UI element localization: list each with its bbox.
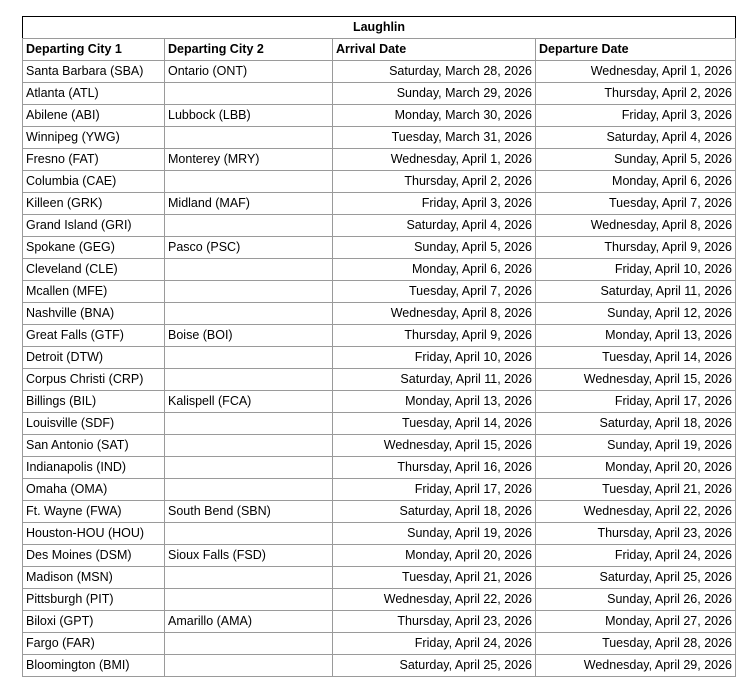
table-row — [23, 61, 736, 83]
cell-departing-city-2[interactable] — [165, 655, 333, 677]
cell-departing-city-1[interactable]: Santa Barbara (SBA) — [23, 61, 165, 83]
cell-departure-date[interactable]: Wednesday, April 1, 2026 — [536, 61, 736, 83]
cell-departing-city-2[interactable] — [165, 347, 333, 369]
table-row — [23, 655, 736, 677]
cell-departing-city-2[interactable]: Midland (MAF) — [165, 193, 333, 215]
cell-departing-city-2[interactable]: Amarillo (AMA) — [165, 611, 333, 633]
cell-departure-date[interactable]: Saturday, April 11, 2026 — [536, 281, 736, 303]
cell-arrival-date[interactable]: Thursday, April 2, 2026 — [333, 171, 536, 193]
cell-departing-city-1[interactable]: Houston-HOU (HOU) — [23, 523, 165, 545]
cell-departing-city-2[interactable] — [165, 413, 333, 435]
table-row — [23, 567, 736, 589]
cell-departing-city-1[interactable]: Omaha (OMA) — [23, 479, 165, 501]
cell-departure-date[interactable]: Saturday, April 18, 2026 — [536, 413, 736, 435]
header-arrival-date[interactable]: Arrival Date — [333, 39, 536, 61]
cell-departing-city-1[interactable]: Madison (MSN) — [23, 567, 165, 589]
table-row — [23, 545, 736, 567]
cell-departing-city-2[interactable]: Pasco (PSC) — [165, 237, 333, 259]
cell-departing-city-1[interactable]: Bloomington (BMI) — [23, 655, 165, 677]
cell-arrival-date[interactable]: Sunday, April 19, 2026 — [333, 523, 536, 545]
cell-arrival-date[interactable]: Thursday, April 16, 2026 — [333, 457, 536, 479]
cell-departing-city-1[interactable]: San Antonio (SAT) — [23, 435, 165, 457]
cell-arrival-date[interactable]: Wednesday, April 15, 2026 — [333, 435, 536, 457]
cell-departing-city-1[interactable]: Mcallen (MFE) — [23, 281, 165, 303]
cell-departing-city-2[interactable] — [165, 523, 333, 545]
cell-departure-date[interactable]: Wednesday, April 15, 2026 — [536, 369, 736, 391]
cell-departure-date[interactable]: Friday, April 24, 2026 — [536, 545, 736, 567]
cell-departing-city-1[interactable]: Fargo (FAR) — [23, 633, 165, 655]
table-row — [23, 237, 736, 259]
cell-departing-city-1[interactable]: Great Falls (GTF) — [23, 325, 165, 347]
table-row — [23, 303, 736, 325]
cell-arrival-date[interactable]: Sunday, April 5, 2026 — [333, 237, 536, 259]
table-row — [23, 479, 736, 501]
cell-departing-city-1[interactable]: Ft. Wayne (FWA) — [23, 501, 165, 523]
cell-arrival-date[interactable]: Monday, April 6, 2026 — [333, 259, 536, 281]
table-row — [23, 83, 736, 105]
cell-arrival-date[interactable]: Saturday, April 4, 2026 — [333, 215, 536, 237]
cell-departure-date[interactable]: Saturday, April 4, 2026 — [536, 127, 736, 149]
table-title[interactable]: Laughlin — [23, 17, 736, 39]
cell-departing-city-2[interactable]: Ontario (ONT) — [165, 61, 333, 83]
cell-departing-city-2[interactable] — [165, 127, 333, 149]
cell-arrival-date[interactable]: Wednesday, April 8, 2026 — [333, 303, 536, 325]
cell-departure-date[interactable]: Monday, April 20, 2026 — [536, 457, 736, 479]
table-row — [23, 611, 736, 633]
table-row — [23, 391, 736, 413]
cell-departing-city-2[interactable]: Sioux Falls (FSD) — [165, 545, 333, 567]
cell-arrival-date[interactable]: Monday, March 30, 2026 — [333, 105, 536, 127]
cell-arrival-date[interactable]: Saturday, April 25, 2026 — [333, 655, 536, 677]
cell-departing-city-1[interactable]: Pittsburgh (PIT) — [23, 589, 165, 611]
cell-departing-city-1[interactable]: Louisville (SDF) — [23, 413, 165, 435]
cell-departure-date[interactable]: Sunday, April 12, 2026 — [536, 303, 736, 325]
cell-arrival-date[interactable]: Saturday, April 18, 2026 — [333, 501, 536, 523]
header-departing-city-2[interactable]: Departing City 2 — [165, 39, 333, 61]
title-row — [23, 17, 736, 39]
header-departing-city-1[interactable]: Departing City 1 — [23, 39, 165, 61]
table-row — [23, 325, 736, 347]
cell-departure-date[interactable]: Thursday, April 23, 2026 — [536, 523, 736, 545]
cell-departing-city-2[interactable] — [165, 479, 333, 501]
cell-departure-date[interactable]: Sunday, April 19, 2026 — [536, 435, 736, 457]
cell-departing-city-1[interactable]: Indianapolis (IND) — [23, 457, 165, 479]
cell-arrival-date[interactable]: Tuesday, April 14, 2026 — [333, 413, 536, 435]
cell-departing-city-2[interactable] — [165, 215, 333, 237]
cell-arrival-date[interactable]: Saturday, April 11, 2026 — [333, 369, 536, 391]
cell-departure-date[interactable]: Friday, April 17, 2026 — [536, 391, 736, 413]
cell-arrival-date[interactable]: Thursday, April 23, 2026 — [333, 611, 536, 633]
table-row — [23, 193, 736, 215]
table-row — [23, 413, 736, 435]
cell-arrival-date[interactable]: Sunday, March 29, 2026 — [333, 83, 536, 105]
cell-departure-date[interactable]: Wednesday, April 29, 2026 — [536, 655, 736, 677]
cell-arrival-date[interactable]: Friday, April 10, 2026 — [333, 347, 536, 369]
cell-departing-city-1[interactable]: Billings (BIL) — [23, 391, 165, 413]
cell-departing-city-2[interactable]: Boise (BOI) — [165, 325, 333, 347]
table-row — [23, 215, 736, 237]
cell-arrival-date[interactable]: Tuesday, April 7, 2026 — [333, 281, 536, 303]
cell-departing-city-2[interactable] — [165, 457, 333, 479]
cell-departing-city-2[interactable] — [165, 303, 333, 325]
cell-departing-city-2[interactable] — [165, 281, 333, 303]
cell-departure-date[interactable]: Friday, April 10, 2026 — [536, 259, 736, 281]
cell-departure-date[interactable]: Sunday, April 5, 2026 — [536, 149, 736, 171]
cell-departure-date[interactable]: Friday, April 3, 2026 — [536, 105, 736, 127]
cell-departing-city-2[interactable] — [165, 435, 333, 457]
cell-departure-date[interactable]: Tuesday, April 14, 2026 — [536, 347, 736, 369]
cell-arrival-date[interactable]: Saturday, March 28, 2026 — [333, 61, 536, 83]
cell-departing-city-2[interactable] — [165, 171, 333, 193]
header-row — [23, 39, 736, 61]
cell-departing-city-2[interactable]: Kalispell (FCA) — [165, 391, 333, 413]
table-row — [23, 127, 736, 149]
schedule-table — [22, 16, 736, 677]
cell-departing-city-2[interactable]: South Bend (SBN) — [165, 501, 333, 523]
table-row — [23, 281, 736, 303]
table-row — [23, 457, 736, 479]
cell-departing-city-1[interactable]: Biloxi (GPT) — [23, 611, 165, 633]
table-row — [23, 149, 736, 171]
cell-departing-city-1[interactable]: Columbia (CAE) — [23, 171, 165, 193]
cell-departure-date[interactable]: Wednesday, April 22, 2026 — [536, 501, 736, 523]
cell-departing-city-1[interactable]: Abilene (ABI) — [23, 105, 165, 127]
cell-departing-city-2[interactable]: Lubbock (LBB) — [165, 105, 333, 127]
cell-arrival-date[interactable]: Tuesday, April 21, 2026 — [333, 567, 536, 589]
cell-arrival-date[interactable]: Tuesday, March 31, 2026 — [333, 127, 536, 149]
cell-arrival-date[interactable]: Friday, April 24, 2026 — [333, 633, 536, 655]
cell-departing-city-1[interactable]: Cleveland (CLE) — [23, 259, 165, 281]
cell-departure-date[interactable]: Thursday, April 9, 2026 — [536, 237, 736, 259]
table-row — [23, 369, 736, 391]
cell-arrival-date[interactable]: Monday, April 20, 2026 — [333, 545, 536, 567]
cell-departing-city-1[interactable]: Detroit (DTW) — [23, 347, 165, 369]
cell-departing-city-2[interactable] — [165, 567, 333, 589]
cell-departing-city-1[interactable]: Killeen (GRK) — [23, 193, 165, 215]
table-row — [23, 523, 736, 545]
table-row — [23, 435, 736, 457]
cell-departure-date[interactable]: Tuesday, April 7, 2026 — [536, 193, 736, 215]
cell-departing-city-1[interactable]: Grand Island (GRI) — [23, 215, 165, 237]
cell-arrival-date[interactable]: Thursday, April 9, 2026 — [333, 325, 536, 347]
cell-departing-city-2[interactable] — [165, 83, 333, 105]
cell-departure-date[interactable]: Wednesday, April 8, 2026 — [536, 215, 736, 237]
cell-departing-city-1[interactable]: Atlanta (ATL) — [23, 83, 165, 105]
spreadsheet — [22, 16, 735, 677]
cell-departing-city-1[interactable]: Des Moines (DSM) — [23, 545, 165, 567]
cell-departure-date[interactable]: Saturday, April 25, 2026 — [536, 567, 736, 589]
table-row — [23, 171, 736, 193]
table-row — [23, 633, 736, 655]
cell-departing-city-1[interactable]: Nashville (BNA) — [23, 303, 165, 325]
cell-departing-city-2[interactable] — [165, 633, 333, 655]
cell-departure-date[interactable]: Sunday, April 26, 2026 — [536, 589, 736, 611]
cell-departure-date[interactable]: Monday, April 6, 2026 — [536, 171, 736, 193]
cell-departing-city-2[interactable]: Monterey (MRY) — [165, 149, 333, 171]
header-departure-date[interactable]: Departure Date — [536, 39, 736, 61]
table-row — [23, 589, 736, 611]
table-row — [23, 347, 736, 369]
cell-departing-city-1[interactable]: Spokane (GEG) — [23, 237, 165, 259]
table-row — [23, 105, 736, 127]
cell-arrival-date[interactable]: Friday, April 3, 2026 — [333, 193, 536, 215]
table-row — [23, 259, 736, 281]
cell-departure-date[interactable]: Thursday, April 2, 2026 — [536, 83, 736, 105]
cell-departing-city-1[interactable]: Winnipeg (YWG) — [23, 127, 165, 149]
cell-departing-city-2[interactable] — [165, 259, 333, 281]
cell-departing-city-2[interactable] — [165, 369, 333, 391]
cell-arrival-date[interactable]: Wednesday, April 1, 2026 — [333, 149, 536, 171]
cell-arrival-date[interactable]: Monday, April 13, 2026 — [333, 391, 536, 413]
cell-departing-city-1[interactable]: Fresno (FAT) — [23, 149, 165, 171]
cell-departure-date[interactable]: Tuesday, April 28, 2026 — [536, 633, 736, 655]
cell-departing-city-1[interactable]: Corpus Christi (CRP) — [23, 369, 165, 391]
cell-departure-date[interactable]: Monday, April 13, 2026 — [536, 325, 736, 347]
table-row — [23, 501, 736, 523]
cell-departure-date[interactable]: Tuesday, April 21, 2026 — [536, 479, 736, 501]
cell-arrival-date[interactable]: Friday, April 17, 2026 — [333, 479, 536, 501]
cell-departing-city-2[interactable] — [165, 589, 333, 611]
cell-departure-date[interactable]: Monday, April 27, 2026 — [536, 611, 736, 633]
cell-arrival-date[interactable]: Wednesday, April 22, 2026 — [333, 589, 536, 611]
